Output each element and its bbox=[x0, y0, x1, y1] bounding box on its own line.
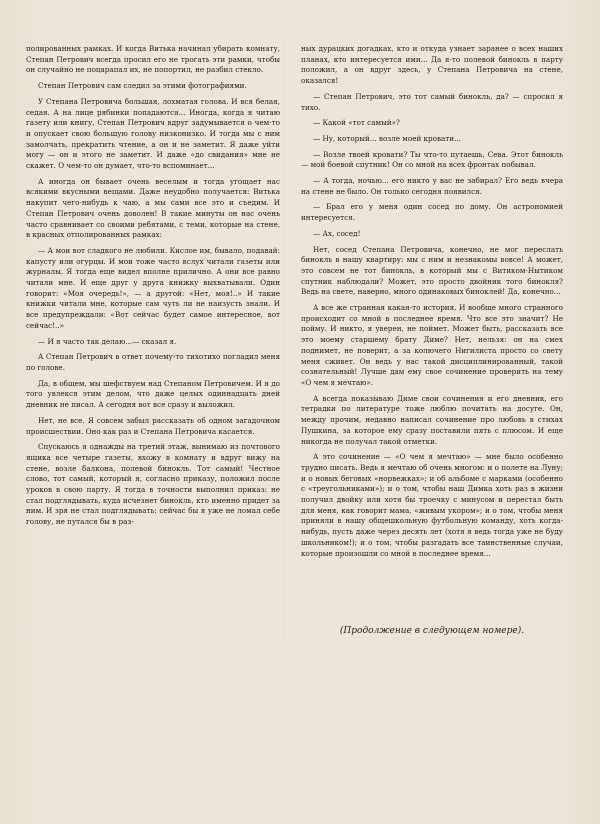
paragraph: У Степана Петровича большая, лохматая голова. И вся белая, седая. А на лице рябинки попадаются... Иногда, когда я читаю газету или книгу, Степан Петрович вдруг задумывается о чем-то и опускает свою большую голову низконизко. И тогда мы с ним замолчать, прекратить чтение, а он и не заметит. Я даже уйти могу — он и этого не заметит. И даже «до свидания» мне не скажет. О чем-то он думает, что-то вспоминает... bbox=[26, 96, 280, 171]
right-text-column bbox=[301, 44, 563, 564]
continuation-note: (Продолжение в следующем номере). bbox=[339, 626, 525, 636]
paragraph: — Ах, сосед! bbox=[313, 228, 361, 238]
left-text-column bbox=[26, 44, 280, 533]
paragraph: А все же странная какая-то история. И вообще много странного происходит со мной в последнее время. Что все это значит? Не пойму. И никто, я уверен, не поймет. Может быть, рассказать все это моему старшему брату Диме? Нет, нельзя: он на смех поднимет, не поверит, а за колючего Нигилиста просто со свету меня сживет. Он ведь у нас такой дисциплинированный, такой сознательный! Лучше дам ему свое сочинение проверить на тему «О чем я мечтаю». bbox=[301, 303, 563, 387]
paragraph: — А мои вот сладкого не любили. Кислое им, бывало, подавай: капусту или огурцы. И мои тоже часто вслух читали газеты или журналы. Я тогда еще видел вполне прилично. А они все равно читали мне. И еще друг у друга книжку выхватывали. Один говорит: «Моя очередь!», — а другой: «Нет, моя!..» И такие книжки читали мне, которые сам чуть ли не наизусть знали. И все предупреждали: «Вот сейчас будет самое интересное, вот сейчас!..» bbox=[26, 245, 280, 330]
paragraph: Нет, сосед Степана Петровича, конечно, не мог переслать бинокль в нашу квартиру: мы с ним и незнакомы вовсе! А может, это совсем не тот бинокль, в который мы с Витиком-Нытиком спутник наблюдали? Может, это просто двойник того бинокля? Ведь на свете, наверно, много одинаковых биноклей! Да, конечно... bbox=[301, 244, 563, 297]
paragraph: — И я часто так делаю...— сказал я. bbox=[38, 336, 177, 346]
paragraph: — Ну, который... возле моей кровати... bbox=[313, 133, 461, 143]
paragraph: — Возле твоей кровати? Ты что-то путаешь, Сева. Этот бинокль — мой боевой спутник! Он со мной на всех фронтах побывал. bbox=[301, 149, 563, 170]
paragraph: А это сочинение — «О чем я мечтаю» — мне было особенно трудно писать. Ведь я мечтаю об очень многом: и о полете на Луну; и о новых беговых «норвежках»; и об альбоме с марками (особенно с «треугольниками»); и о том, чтобы наш Димка хоть раз в жизни получил двойку или хотя бы троечку с минусом и перестал быть для меня, как говорит мама, «живым укором»; и о том, чтобы меня приняли в нашу общешкольную футбольную команду, хоть когда-нибудь, пусть даже через десять лет (хотя я ведь тогда уже не буду школьником!); и о том, чтобы разгадать все таинственные случаи, которые произошли со мной в последнее время... bbox=[301, 452, 563, 558]
paragraph: Да, в общем, мы шефствуем над Степаном Петровичем. И я до того увлекся этим делом, что даже целых одиннадцать дней дневник не писал. А сегодня вот все сразу и выложил. bbox=[26, 378, 280, 410]
paragraph: — Степан Петрович, это тот самый бинокль, да? — спросил я тихо. bbox=[301, 91, 563, 112]
paragraph: А всегда показываю Диме свои сочинения и его дневник, его тетрадки по литературе тоже люблю почитать на досуге. Он, между прочим, недавно написал сочинение про любовь в стихах Пушкина, за которое ему сразу поставили пять с плюсом. И еще никогда не получал такой отметки. bbox=[301, 393, 563, 446]
paragraph: — А тогда, ночью... его никто у вас не забирал? Его ведь вчера на стене не было. Он только сегодня появился. bbox=[301, 176, 563, 196]
paragraph: Нет, не все. Я совсем забыл рассказать об одном загадочном происшествии. Оно как раз и Степана Петровича касается. bbox=[26, 415, 280, 436]
paragraph: Спускаюсь я однажды на третий этаж, вынимаю из почтового ящика все четыре газеты, вхожу в комнату и вдруг вижу на стене, возле балкона, полевой бинокль. Тот самый! Честное слово, тот самый, который я, согласно приказу, положил после уроков в свою парту. Я тогда в точности выполнил приказ: не стал подглядывать, куда исчезнет бинокль, кто именно придет за ним. И зря не стал подглядывать: сейчас бы я уже не ломал себе голову, не путался бы в раз- bbox=[26, 442, 280, 527]
paragraph: А иногда он бывает очень веселым и тогда угощает нас всякими вкусными вещами. Даже неудобно получается: Витька накупит чего-нибудь к чаю, а мы сами все это и съедим. И Степан Петрович очень доволен! В такие минуты он нас очень часто сравнивает со своими ребятами, с теми, которые на стене, в красных отполированных рамках: bbox=[26, 176, 280, 240]
paragraph: ных дурацких догадках, кто и откуда узнает заранее о всех наших планах, кто интересуется ими... Да я-то полевой бинокль в парту положил, а он вдруг здесь, у Степана Петровича на стене, оказался! bbox=[301, 44, 563, 86]
paragraph: полированных рамках. И когда Витька начинал убирать комнату, Степан Петрович всегда просил его не трогать эти рамки, чтобы он случайно не поцарапал их, не попортил, не разбил стекло. bbox=[26, 44, 280, 75]
paragraph: — Какой «тот самый»? bbox=[313, 118, 400, 128]
paragraph: — Брал его у меня один сосед по дому. Он астрономией интересуется. bbox=[301, 202, 563, 223]
paragraph: Степан Петрович сам следил за этими фотографиями. bbox=[38, 81, 247, 91]
column-gutter bbox=[284, 40, 285, 640]
paragraph: А Степан Петрович в ответ почему-то тихотихо погладил меня по голове. bbox=[26, 352, 280, 372]
